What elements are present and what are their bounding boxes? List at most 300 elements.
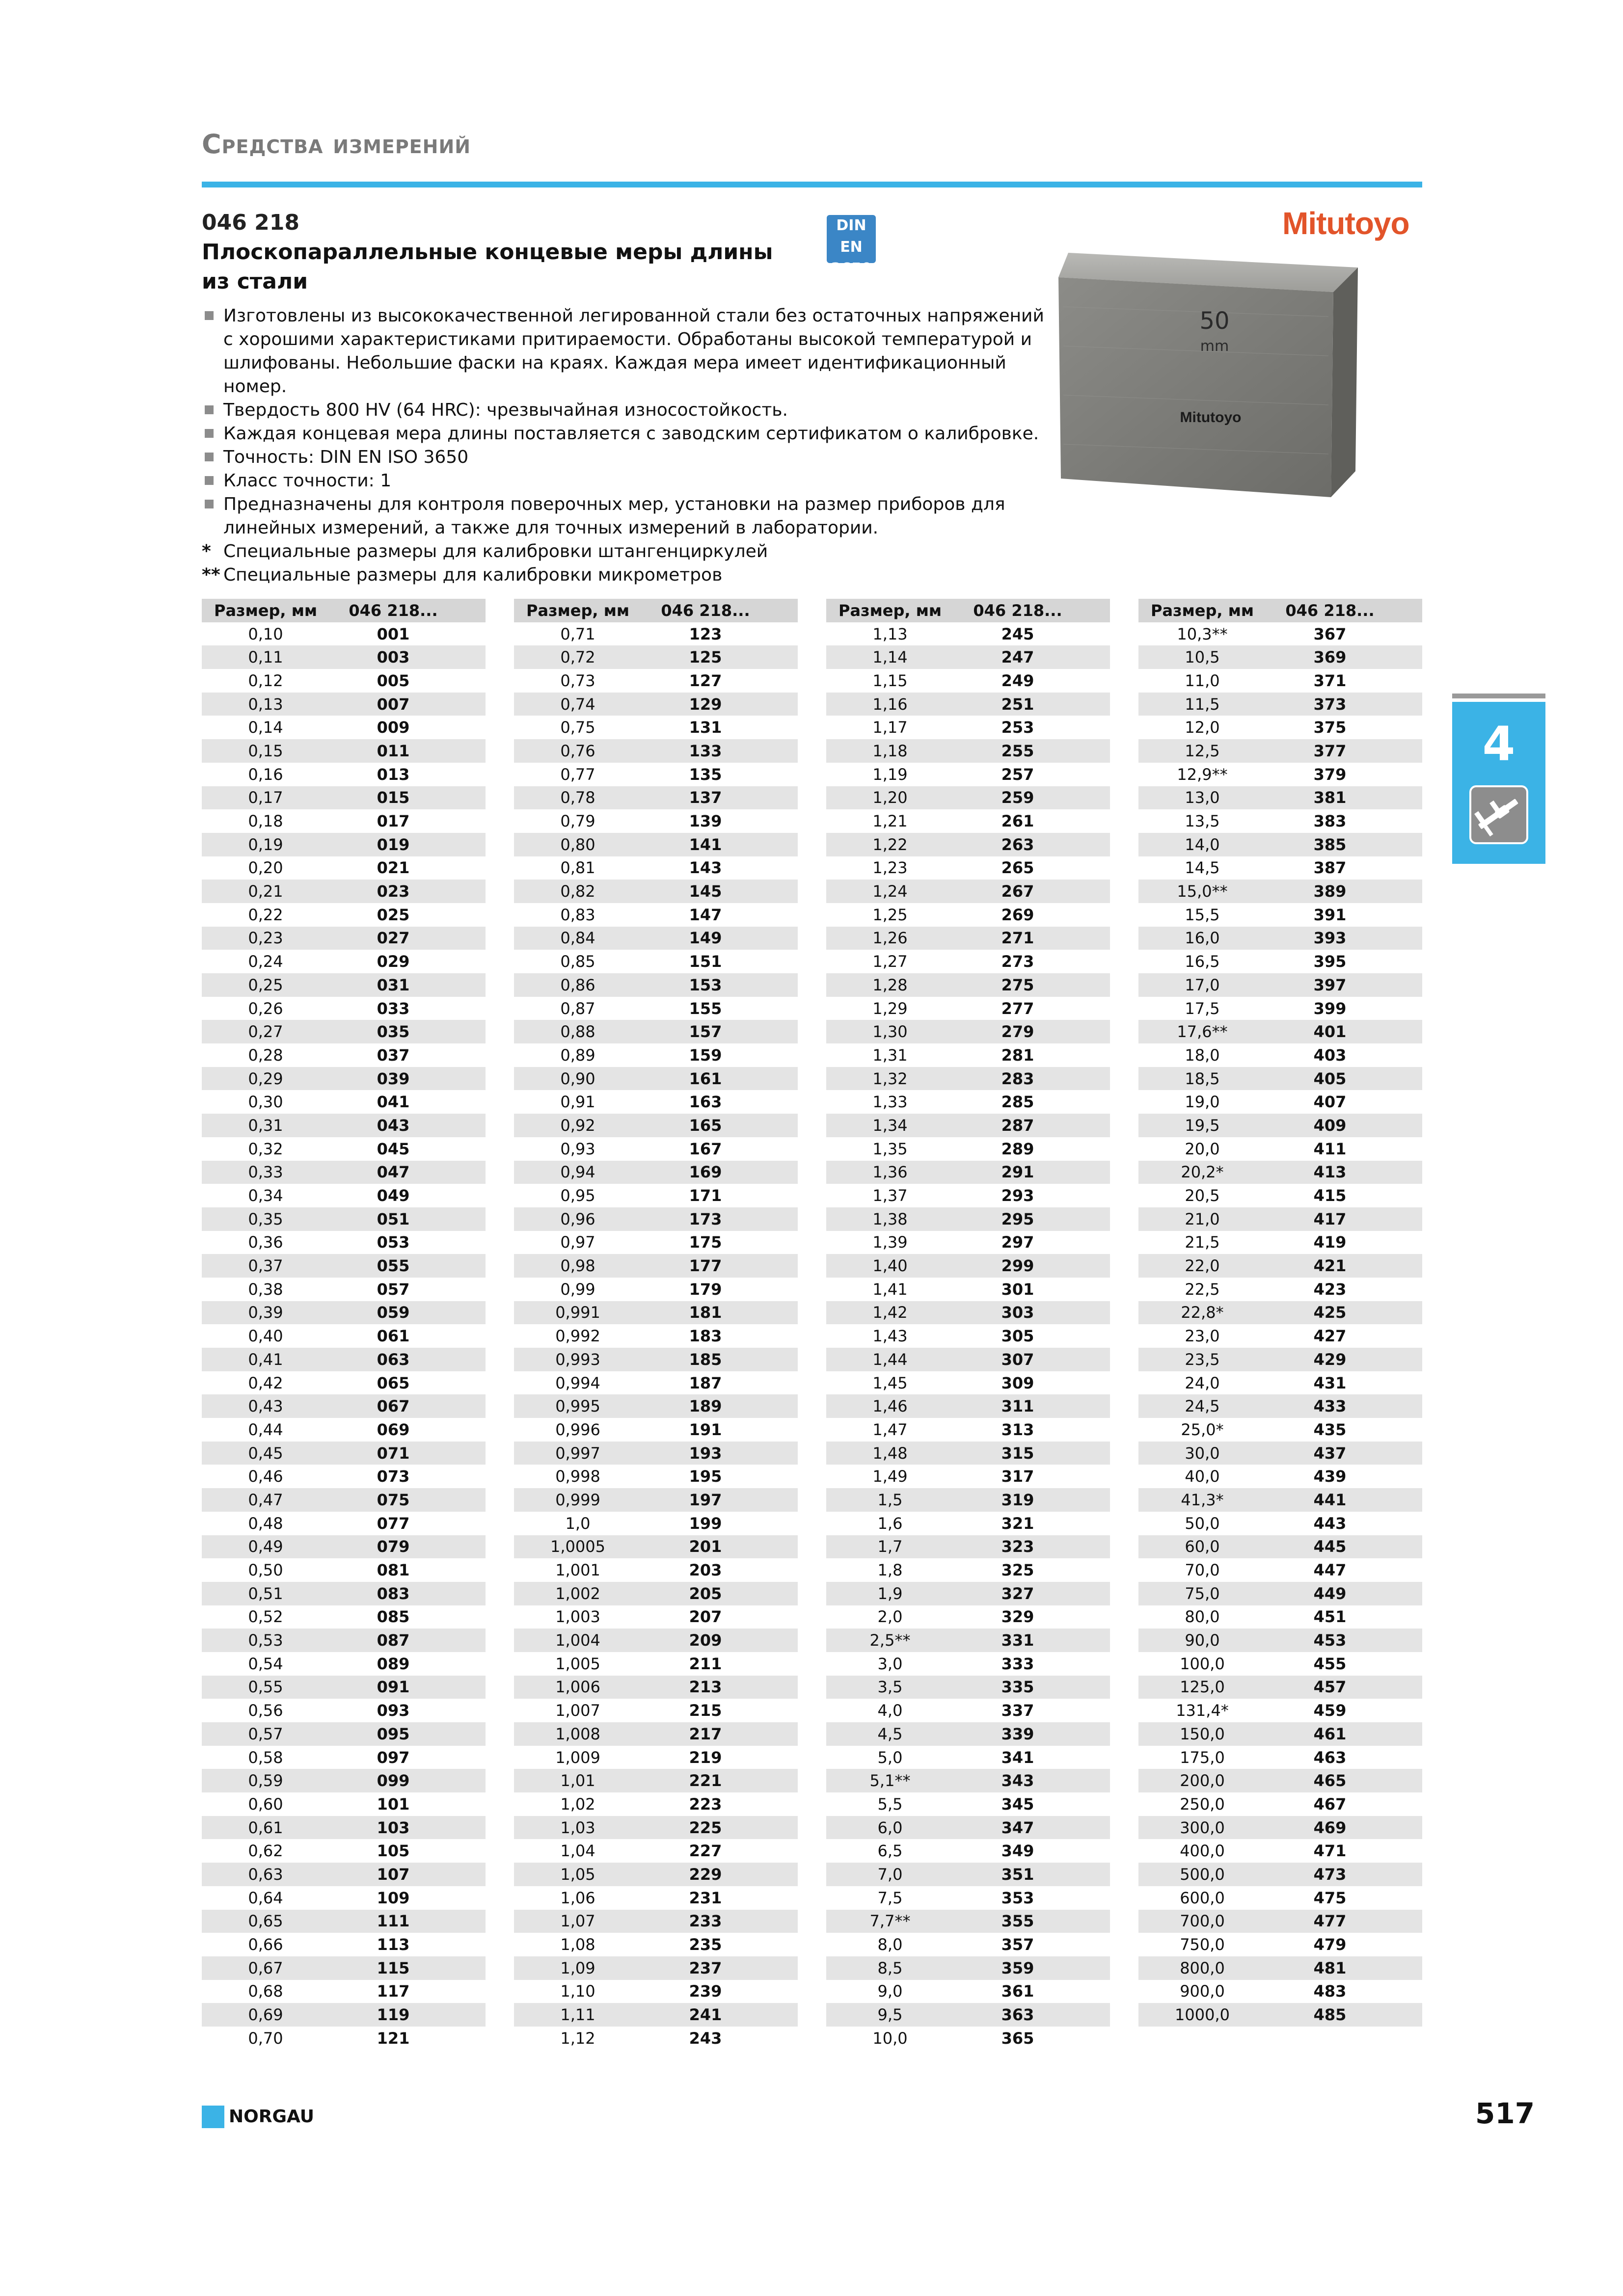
size-cell: 1,001 bbox=[555, 1561, 600, 1580]
size-cell: 0,12 bbox=[248, 671, 283, 690]
size-cell: 13,0 bbox=[1185, 788, 1220, 807]
size-cell: 0,82 bbox=[560, 882, 595, 901]
size-cell: 0,50 bbox=[248, 1561, 283, 1580]
table-row bbox=[826, 903, 1110, 927]
article-code-cell: 185 bbox=[689, 1350, 722, 1369]
size-cell: 0,34 bbox=[248, 1186, 283, 1205]
article-code-cell: 473 bbox=[1313, 1865, 1347, 1884]
size-cell: 21,0 bbox=[1185, 1209, 1220, 1228]
size-cell: 1,17 bbox=[872, 718, 908, 737]
article-code-cell: 355 bbox=[1001, 1912, 1034, 1931]
size-cell: 40,0 bbox=[1185, 1467, 1220, 1486]
article-code-cell: 149 bbox=[689, 929, 722, 948]
footer-brand: NORGAU bbox=[229, 2107, 314, 2127]
size-cell: 1,004 bbox=[555, 1631, 600, 1650]
table-row bbox=[1138, 739, 1422, 763]
size-cell: 0,29 bbox=[248, 1069, 283, 1088]
product-title-line1: Плоскопараллельные концевые меры длины bbox=[202, 240, 773, 265]
article-code-cell: 327 bbox=[1001, 1584, 1034, 1603]
table-row bbox=[514, 2027, 798, 2050]
table-row bbox=[826, 856, 1110, 880]
size-cell: 0,80 bbox=[560, 835, 595, 854]
article-code-cell: 229 bbox=[689, 1865, 722, 1884]
article-code-cell: 321 bbox=[1001, 1514, 1034, 1533]
size-cell: 400,0 bbox=[1180, 1842, 1225, 1861]
table-row bbox=[202, 1558, 486, 1582]
size-cell: 1,7 bbox=[877, 1537, 903, 1556]
table-row bbox=[514, 1043, 798, 1067]
article-code-cell: 329 bbox=[1001, 1607, 1034, 1627]
table-row bbox=[514, 903, 798, 927]
article-code-cell: 483 bbox=[1313, 1982, 1347, 2001]
size-cell: 8,0 bbox=[877, 1935, 903, 1954]
article-code-cell: 135 bbox=[689, 765, 722, 784]
table-row bbox=[826, 1839, 1110, 1863]
article-code-cell: 439 bbox=[1313, 1467, 1347, 1486]
size-cell: 0,93 bbox=[560, 1139, 595, 1158]
table-row bbox=[826, 2027, 1110, 2050]
table-row bbox=[202, 1184, 486, 1207]
article-code-cell: 117 bbox=[377, 1982, 410, 2001]
article-code-cell: 065 bbox=[377, 1373, 410, 1392]
table-header-row bbox=[514, 599, 798, 622]
size-cell: 0,94 bbox=[560, 1163, 595, 1182]
table-row bbox=[202, 622, 486, 646]
article-code-cell: 423 bbox=[1313, 1280, 1347, 1299]
chapter-tab bbox=[1452, 702, 1545, 864]
size-cell: 1,29 bbox=[872, 999, 908, 1018]
article-code-cell: 035 bbox=[377, 1022, 410, 1041]
column-header-code: 046 218... bbox=[349, 601, 438, 620]
table-row bbox=[1138, 1301, 1422, 1325]
size-cell: 0,10 bbox=[248, 624, 283, 643]
table-row bbox=[202, 1043, 486, 1067]
article-code-cell: 089 bbox=[377, 1654, 410, 1673]
article-code-cell: 209 bbox=[689, 1631, 722, 1650]
table-row bbox=[514, 1933, 798, 1956]
table-row bbox=[514, 2003, 798, 2027]
article-code-cell: 005 bbox=[377, 671, 410, 690]
table-row bbox=[1138, 1746, 1422, 1769]
table-row bbox=[1138, 693, 1422, 716]
size-cell: 1,007 bbox=[555, 1701, 600, 1720]
column-header-size: Размер, мм bbox=[838, 601, 942, 620]
table-row bbox=[514, 1605, 798, 1629]
article-code-cell: 123 bbox=[689, 624, 722, 643]
table-row bbox=[514, 950, 798, 973]
table-row bbox=[1138, 1886, 1422, 1910]
table-row bbox=[202, 1020, 486, 1043]
size-cell: 0,97 bbox=[560, 1233, 595, 1252]
article-code-cell: 173 bbox=[689, 1209, 722, 1228]
article-code-cell: 413 bbox=[1313, 1163, 1347, 1182]
footnote-text: Специальные размеры для калибровки штангенциркулей bbox=[223, 541, 768, 561]
article-code-cell: 299 bbox=[1001, 1256, 1034, 1276]
size-cell: 23,5 bbox=[1185, 1350, 1220, 1369]
article-code-cell: 455 bbox=[1313, 1654, 1347, 1673]
table-row bbox=[826, 786, 1110, 810]
table-row bbox=[514, 1254, 798, 1278]
article-code-cell: 317 bbox=[1001, 1467, 1034, 1486]
feature-item: Твердость 800 HV (64 HRC): чрезвычайная износостойкость. bbox=[202, 399, 1056, 422]
article-code-cell: 435 bbox=[1313, 1420, 1347, 1439]
table-row bbox=[202, 927, 486, 950]
table-row bbox=[1138, 1465, 1422, 1488]
footnote-mark: * bbox=[202, 541, 211, 561]
table-row bbox=[514, 1465, 798, 1488]
size-cell: 0,999 bbox=[555, 1490, 600, 1509]
table-row bbox=[202, 1582, 486, 1605]
size-cell: 6,0 bbox=[877, 1818, 903, 1837]
article-code-cell: 163 bbox=[689, 1093, 722, 1112]
table-row bbox=[514, 1161, 798, 1184]
article-code-cell: 051 bbox=[377, 1209, 410, 1228]
article-code-cell: 153 bbox=[689, 975, 722, 994]
table-row bbox=[202, 1114, 486, 1137]
table-row bbox=[1138, 1137, 1422, 1161]
article-code-cell: 045 bbox=[377, 1139, 410, 1158]
article-code-cell: 277 bbox=[1001, 999, 1034, 1018]
article-code-cell: 251 bbox=[1001, 694, 1034, 714]
article-code-cell: 293 bbox=[1001, 1186, 1034, 1205]
feature-list bbox=[202, 304, 1056, 587]
size-cell: 1,43 bbox=[872, 1327, 908, 1346]
article-code-cell: 083 bbox=[377, 1584, 410, 1603]
size-cell: 9,5 bbox=[877, 2005, 903, 2025]
table-row bbox=[514, 1769, 798, 1792]
article-code-cell: 241 bbox=[689, 2005, 722, 2025]
size-cell: 23,0 bbox=[1185, 1327, 1220, 1346]
size-cell: 131,4* bbox=[1176, 1701, 1229, 1720]
table-row bbox=[514, 1910, 798, 1933]
table-row bbox=[202, 1816, 486, 1840]
size-cell: 2,0 bbox=[877, 1607, 903, 1627]
table-row bbox=[514, 1558, 798, 1582]
article-code-cell: 127 bbox=[689, 671, 722, 690]
table-row bbox=[1138, 856, 1422, 880]
article-code-cell: 457 bbox=[1313, 1678, 1347, 1697]
article-code-cell: 245 bbox=[1001, 624, 1034, 643]
size-cell: 41,3* bbox=[1181, 1490, 1224, 1509]
article-code-cell: 225 bbox=[689, 1818, 722, 1837]
table-row bbox=[1138, 1231, 1422, 1255]
size-cell: 1,12 bbox=[560, 2029, 595, 2048]
size-cell: 0,78 bbox=[560, 788, 595, 807]
table-row bbox=[202, 950, 486, 973]
size-table-3 bbox=[826, 599, 1110, 2050]
article-code-cell: 041 bbox=[377, 1093, 410, 1112]
table-row bbox=[826, 1231, 1110, 1255]
article-code-cell: 145 bbox=[689, 882, 722, 901]
article-code-cell: 033 bbox=[377, 999, 410, 1018]
column-header-size: Размер, мм bbox=[526, 601, 629, 620]
table-row bbox=[202, 739, 486, 763]
article-code-cell: 231 bbox=[689, 1888, 722, 1907]
table-row bbox=[826, 1769, 1110, 1792]
article-code-cell: 223 bbox=[689, 1794, 722, 1814]
size-cell: 1,5 bbox=[877, 1490, 903, 1509]
size-cell: 0,71 bbox=[560, 624, 595, 643]
table-row bbox=[1138, 1020, 1422, 1043]
article-code-cell: 313 bbox=[1001, 1420, 1034, 1439]
table-row bbox=[826, 1910, 1110, 1933]
article-code-cell: 211 bbox=[689, 1654, 722, 1673]
table-row bbox=[514, 1324, 798, 1348]
size-cell: 600,0 bbox=[1180, 1888, 1225, 1907]
size-cell: 24,0 bbox=[1185, 1373, 1220, 1392]
size-cell: 2,5** bbox=[869, 1631, 911, 1650]
chapter-number: 4 bbox=[1482, 717, 1515, 772]
size-cell: 0,60 bbox=[248, 1794, 283, 1814]
article-code-cell: 297 bbox=[1001, 1233, 1034, 1252]
table-row bbox=[514, 1956, 798, 1980]
article-code-cell: 367 bbox=[1313, 624, 1347, 643]
standard-badge bbox=[827, 215, 876, 277]
table-row bbox=[1138, 997, 1422, 1020]
table-row bbox=[202, 645, 486, 669]
article-code-cell: 265 bbox=[1001, 858, 1034, 878]
size-cell: 8,5 bbox=[877, 1958, 903, 1977]
size-cell: 0,11 bbox=[248, 648, 283, 667]
size-cell: 1,37 bbox=[872, 1186, 908, 1205]
article-code-cell: 257 bbox=[1001, 765, 1034, 784]
table-row bbox=[202, 1839, 486, 1863]
article-code-cell: 365 bbox=[1001, 2029, 1034, 2048]
size-cell: 50,0 bbox=[1185, 1514, 1220, 1533]
table-row bbox=[202, 1746, 486, 1769]
article-code-cell: 081 bbox=[377, 1561, 410, 1580]
article-code-cell: 181 bbox=[689, 1303, 722, 1322]
size-cell: 17,0 bbox=[1185, 975, 1220, 994]
size-cell: 0,997 bbox=[555, 1443, 600, 1463]
size-cell: 250,0 bbox=[1180, 1794, 1225, 1814]
article-code-cell: 151 bbox=[689, 952, 722, 971]
article-code-cell: 087 bbox=[377, 1631, 410, 1650]
table-row bbox=[1138, 950, 1422, 973]
size-cell: 1000,0 bbox=[1175, 2005, 1230, 2025]
size-cell: 0,70 bbox=[248, 2029, 283, 2048]
article-code-cell: 459 bbox=[1313, 1701, 1347, 1720]
table-row bbox=[826, 1699, 1110, 1722]
size-cell: 0,91 bbox=[560, 1093, 595, 1112]
size-cell: 0,62 bbox=[248, 1842, 283, 1861]
table-row bbox=[514, 997, 798, 1020]
table-row bbox=[826, 1418, 1110, 1442]
table-row bbox=[826, 1512, 1110, 1535]
size-cell: 0,92 bbox=[560, 1116, 595, 1135]
article-code-cell: 421 bbox=[1313, 1256, 1347, 1276]
table-row bbox=[826, 1722, 1110, 1746]
table-row bbox=[202, 1910, 486, 1933]
size-cell: 1,26 bbox=[872, 929, 908, 948]
table-row bbox=[202, 1933, 486, 1956]
size-cell: 4,5 bbox=[877, 1724, 903, 1743]
size-cell: 0,95 bbox=[560, 1186, 595, 1205]
size-cell: 0,992 bbox=[555, 1327, 600, 1346]
table-row bbox=[826, 1629, 1110, 1652]
table-row bbox=[1138, 1933, 1422, 1956]
size-cell: 30,0 bbox=[1185, 1443, 1220, 1463]
article-code-cell: 105 bbox=[377, 1842, 410, 1861]
table-row bbox=[514, 1301, 798, 1325]
article-code-cell: 205 bbox=[689, 1584, 722, 1603]
table-row bbox=[202, 1207, 486, 1231]
article-code-cell: 099 bbox=[377, 1771, 410, 1790]
article-code-cell: 019 bbox=[377, 835, 410, 854]
size-cell: 1,41 bbox=[872, 1280, 908, 1299]
article-code-cell: 217 bbox=[689, 1724, 722, 1743]
table-row bbox=[202, 1535, 486, 1559]
table-row bbox=[202, 1465, 486, 1488]
gauge-block-image bbox=[1058, 248, 1373, 501]
size-cell: 0,99 bbox=[560, 1280, 595, 1299]
article-code-cell: 449 bbox=[1313, 1584, 1347, 1603]
article-code-cell: 477 bbox=[1313, 1912, 1347, 1931]
article-code-cell: 291 bbox=[1001, 1163, 1034, 1182]
table-row bbox=[514, 716, 798, 739]
size-cell: 3,5 bbox=[877, 1678, 903, 1697]
size-cell: 1,18 bbox=[872, 741, 908, 760]
size-cell: 1,36 bbox=[872, 1163, 908, 1182]
size-cell: 0,32 bbox=[248, 1139, 283, 1158]
table-row bbox=[202, 716, 486, 739]
article-code-cell: 119 bbox=[377, 2005, 410, 2025]
gauge-size-label: 50 bbox=[1199, 307, 1230, 335]
bullet-square-icon bbox=[205, 405, 214, 414]
size-table-4 bbox=[1138, 599, 1422, 2027]
table-row bbox=[826, 1043, 1110, 1067]
table-row bbox=[202, 1863, 486, 1886]
size-cell: 0,55 bbox=[248, 1678, 283, 1697]
size-cell: 1,48 bbox=[872, 1443, 908, 1463]
size-cell: 1,46 bbox=[872, 1397, 908, 1416]
article-code-cell: 157 bbox=[689, 1022, 722, 1041]
table-row bbox=[202, 1722, 486, 1746]
article-code-cell: 143 bbox=[689, 858, 722, 878]
size-cell: 0,33 bbox=[248, 1163, 283, 1182]
article-code-cell: 305 bbox=[1001, 1327, 1034, 1346]
size-cell: 0,27 bbox=[248, 1022, 283, 1041]
article-code-cell: 475 bbox=[1313, 1888, 1347, 1907]
size-cell: 1,35 bbox=[872, 1139, 908, 1158]
table-row bbox=[202, 1090, 486, 1114]
size-cell: 16,0 bbox=[1185, 929, 1220, 948]
article-code-cell: 121 bbox=[377, 2029, 410, 2048]
table-row bbox=[202, 1137, 486, 1161]
article-code-cell: 207 bbox=[689, 1607, 722, 1627]
table-row bbox=[514, 1418, 798, 1442]
article-code-cell: 323 bbox=[1001, 1537, 1034, 1556]
table-row bbox=[202, 786, 486, 810]
table-row bbox=[514, 739, 798, 763]
size-cell: 1,14 bbox=[872, 648, 908, 667]
table-row bbox=[202, 1652, 486, 1676]
article-code-cell: 159 bbox=[689, 1045, 722, 1065]
table-row bbox=[514, 1699, 798, 1722]
size-cell: 1,31 bbox=[872, 1045, 908, 1065]
article-code-cell: 129 bbox=[689, 694, 722, 714]
table-row bbox=[826, 1161, 1110, 1184]
size-cell: 1,06 bbox=[560, 1888, 595, 1907]
size-cell: 0,81 bbox=[560, 858, 595, 878]
article-code-cell: 303 bbox=[1001, 1303, 1034, 1322]
size-cell: 20,0 bbox=[1185, 1139, 1220, 1158]
article-code-cell: 427 bbox=[1313, 1327, 1347, 1346]
table-row bbox=[1138, 1488, 1422, 1512]
article-code-cell: 359 bbox=[1001, 1958, 1034, 1977]
table-row bbox=[826, 1278, 1110, 1301]
caliper-icon bbox=[1469, 785, 1528, 844]
size-cell: 11,0 bbox=[1185, 671, 1220, 690]
table-row bbox=[1138, 1043, 1422, 1067]
column-header-size: Размер, мм bbox=[214, 601, 317, 620]
gauge-unit-label: mm bbox=[1200, 338, 1229, 355]
product-code: 046 218 bbox=[202, 210, 300, 235]
table-row bbox=[1138, 2003, 1422, 2027]
article-code-cell: 061 bbox=[377, 1327, 410, 1346]
size-cell: 750,0 bbox=[1180, 1935, 1225, 1954]
size-cell: 1,008 bbox=[555, 1724, 600, 1743]
size-cell: 5,0 bbox=[877, 1748, 903, 1767]
size-cell: 0,86 bbox=[560, 975, 595, 994]
size-cell: 0,69 bbox=[248, 2005, 283, 2025]
article-code-cell: 171 bbox=[689, 1186, 722, 1205]
article-code-cell: 103 bbox=[377, 1818, 410, 1837]
table-row bbox=[1138, 1816, 1422, 1840]
size-cell: 0,15 bbox=[248, 741, 283, 760]
table-row bbox=[202, 880, 486, 903]
table-row bbox=[1138, 622, 1422, 646]
size-cell: 1,33 bbox=[872, 1093, 908, 1112]
table-row bbox=[1138, 809, 1422, 833]
article-code-cell: 233 bbox=[689, 1912, 722, 1931]
size-cell: 1,05 bbox=[560, 1865, 595, 1884]
article-code-cell: 189 bbox=[689, 1397, 722, 1416]
article-code-cell: 179 bbox=[689, 1280, 722, 1299]
size-cell: 0,26 bbox=[248, 999, 283, 1018]
table-row bbox=[826, 693, 1110, 716]
article-code-cell: 075 bbox=[377, 1490, 410, 1509]
table-row bbox=[826, 1816, 1110, 1840]
size-cell: 25,0* bbox=[1181, 1420, 1224, 1439]
article-code-cell: 049 bbox=[377, 1186, 410, 1205]
table-row bbox=[514, 1371, 798, 1395]
article-code-cell: 169 bbox=[689, 1163, 722, 1182]
size-cell: 1,01 bbox=[560, 1771, 595, 1790]
article-code-cell: 213 bbox=[689, 1678, 722, 1697]
table-row bbox=[1138, 1910, 1422, 1933]
size-cell: 18,5 bbox=[1185, 1069, 1220, 1088]
article-code-cell: 107 bbox=[377, 1865, 410, 1884]
table-row bbox=[514, 1839, 798, 1863]
table-row bbox=[1138, 1629, 1422, 1652]
article-code-cell: 353 bbox=[1001, 1888, 1034, 1907]
size-cell: 0,45 bbox=[248, 1443, 283, 1463]
size-cell: 60,0 bbox=[1185, 1537, 1220, 1556]
table-row bbox=[826, 1535, 1110, 1559]
article-code-cell: 073 bbox=[377, 1467, 410, 1486]
table-row bbox=[826, 1090, 1110, 1114]
size-cell: 0,89 bbox=[560, 1045, 595, 1065]
size-cell: 1,03 bbox=[560, 1818, 595, 1837]
article-code-cell: 383 bbox=[1313, 812, 1347, 831]
article-code-cell: 445 bbox=[1313, 1537, 1347, 1556]
size-cell: 0,18 bbox=[248, 812, 283, 831]
size-cell: 90,0 bbox=[1185, 1631, 1220, 1650]
table-row bbox=[1138, 1956, 1422, 1980]
table-row bbox=[826, 1956, 1110, 1980]
article-code-cell: 201 bbox=[689, 1537, 722, 1556]
